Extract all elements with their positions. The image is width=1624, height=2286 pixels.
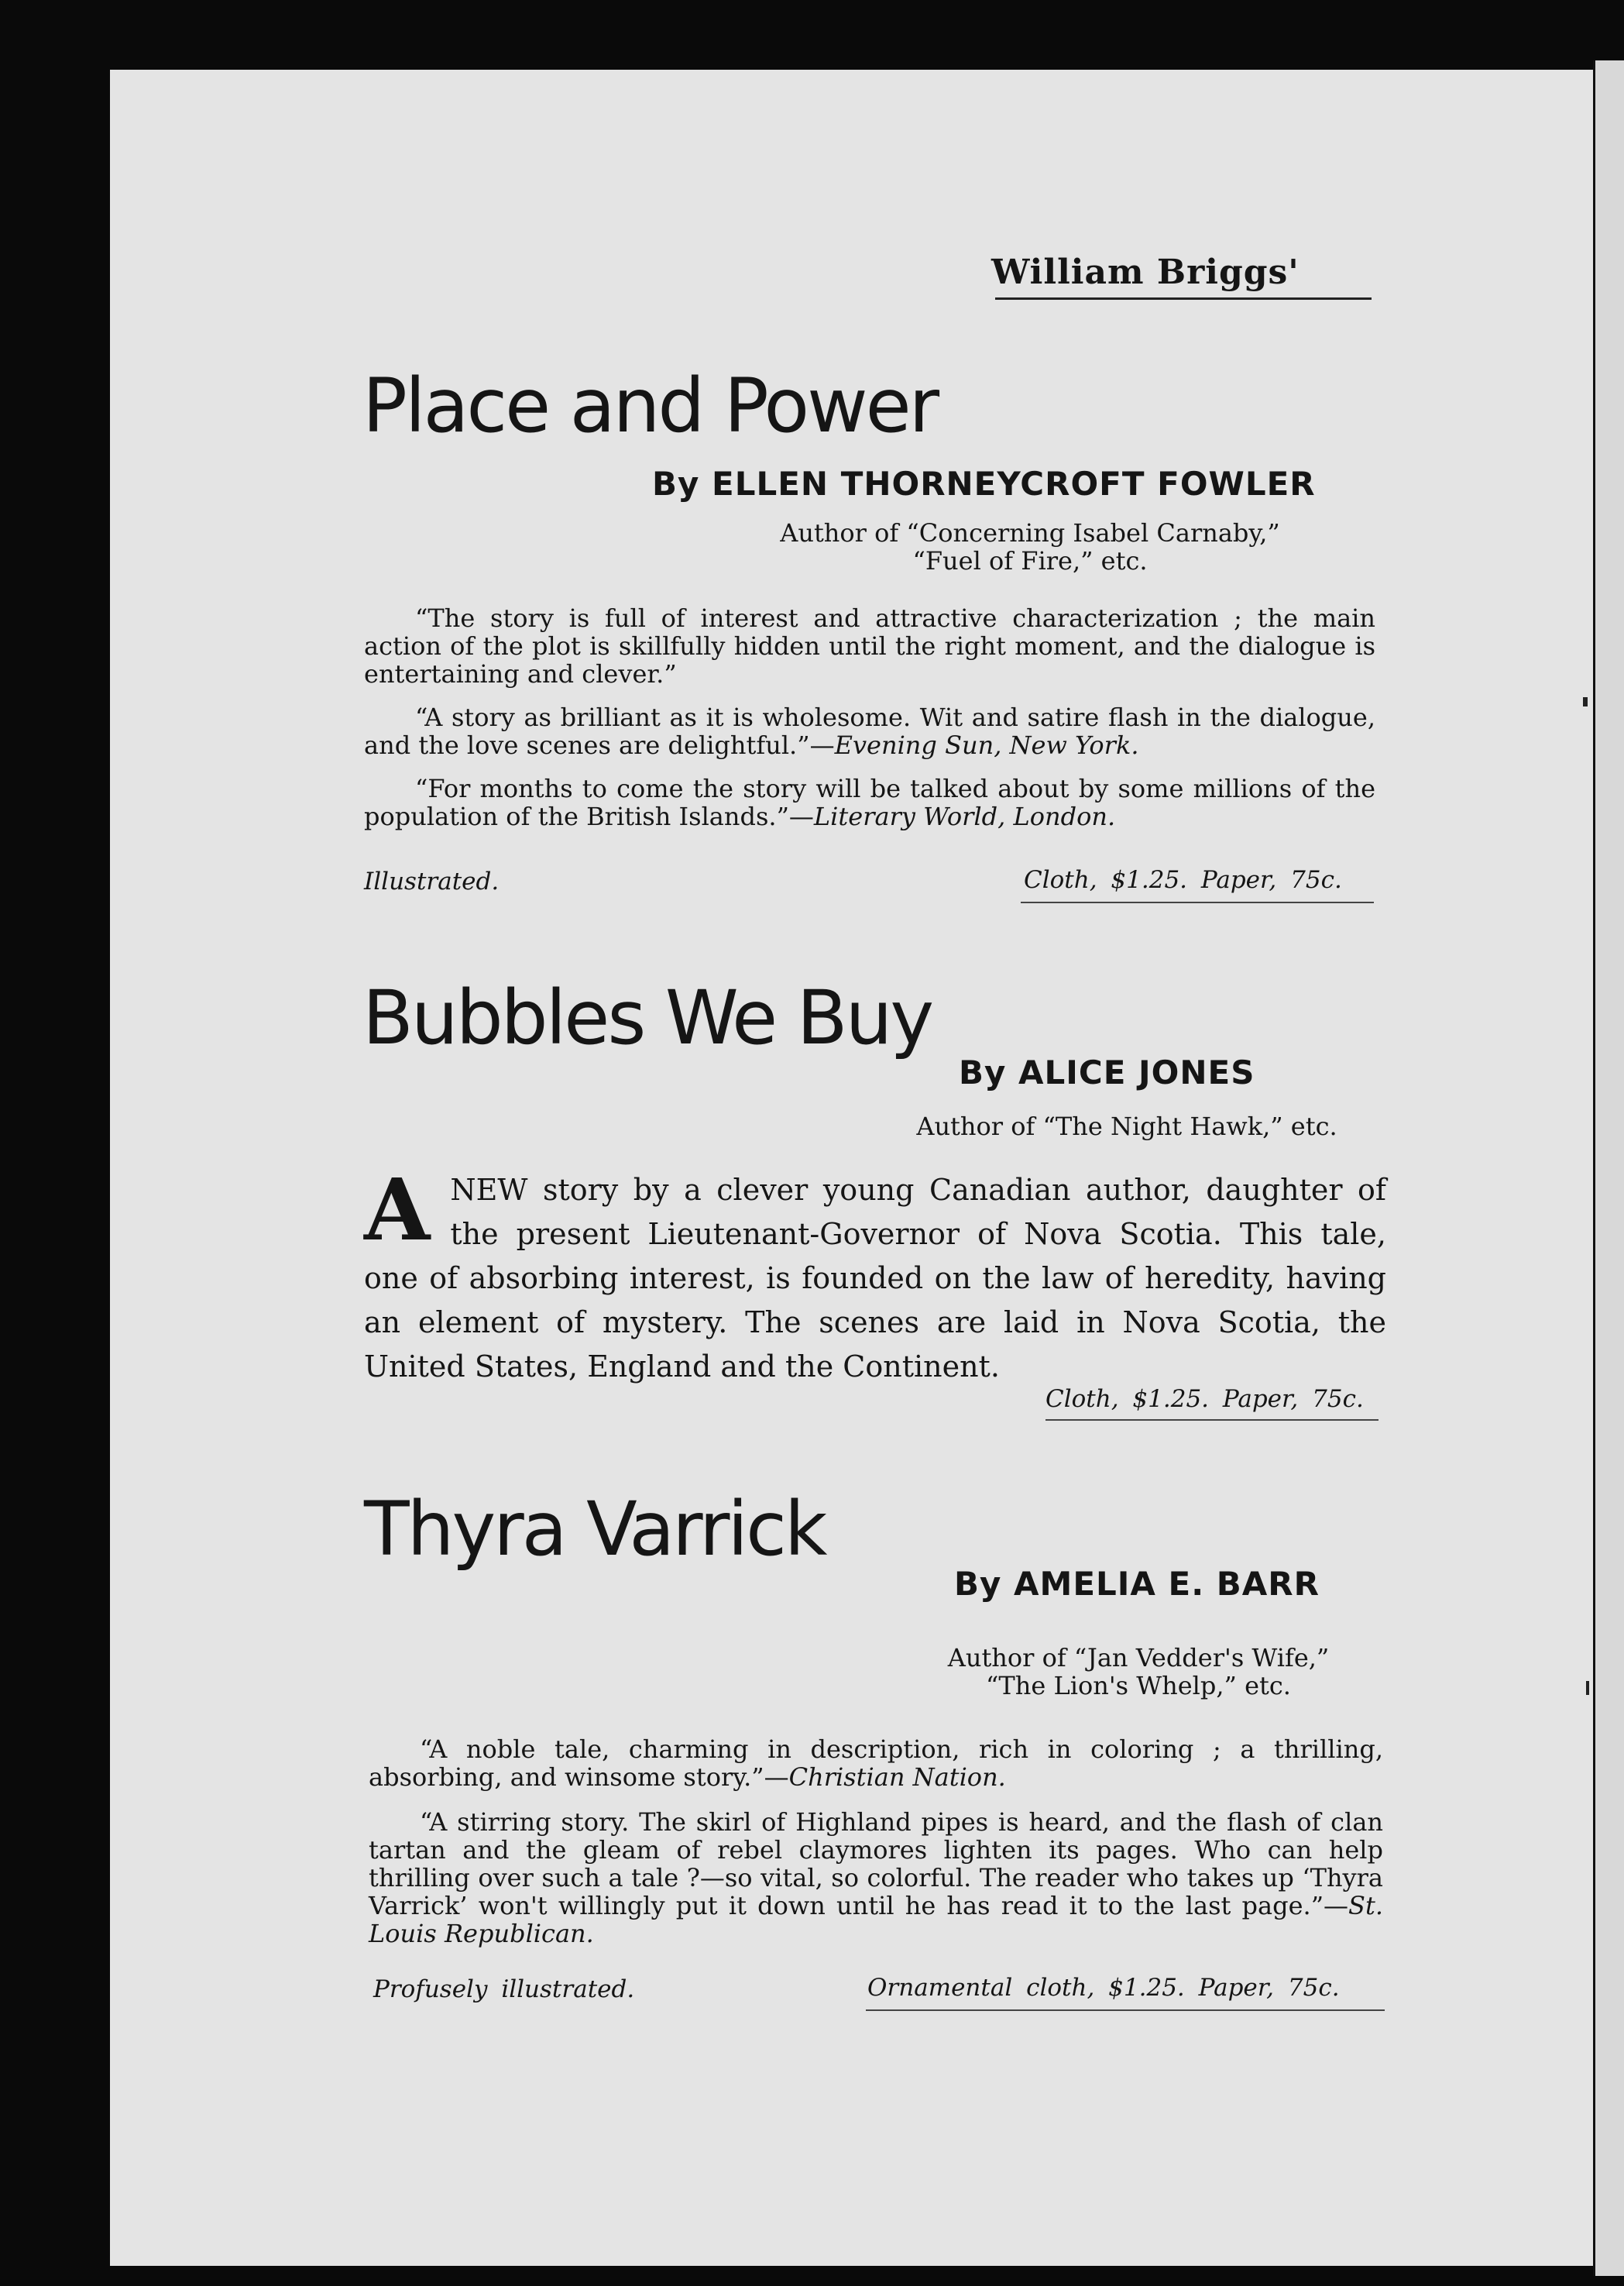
book-title: Place and Power: [362, 363, 938, 449]
margin-mark: [1586, 1681, 1589, 1695]
quote-source: Literary World, London.: [813, 802, 1116, 831]
price-rule: [866, 2009, 1385, 2011]
price-rule: [1021, 902, 1374, 903]
byline: By AMELIA E. BARR: [954, 1565, 1320, 1603]
review-quote: [369, 1808, 1383, 1947]
review-quote: [364, 703, 1375, 759]
quote-text: “For months to come the story will be talked about by some millions of the population of the British Islands.”—: [364, 774, 1375, 831]
edition-note: Profusely illustrated.: [373, 1975, 635, 2003]
quote-block: [364, 604, 1375, 830]
drop-cap: A: [364, 1160, 431, 1260]
review-quote: [369, 1735, 1383, 1791]
description-text: NEW story by a clever young Canadian author, daughter of the present Lieutenant-Governor of Nova Scotia. This tale, one of absorbing interest, is founded on the law of heredity, having an element of mystery. The scenes are laid in Nova Scotia, the United States, England and the Continent.: [364, 1173, 1386, 1384]
quote-source: St. Louis Republican.: [369, 1891, 1383, 1948]
quote-source: Evening Sun, New York.: [834, 730, 1139, 760]
margin-mark: [1583, 697, 1588, 706]
quote-block: [369, 1735, 1383, 1947]
publisher-header: William Briggs': [991, 253, 1300, 292]
byline: By ALICE JONES: [959, 1054, 1255, 1091]
author-of: Author of “Concerning Isabel Carnaby,” “Fuel of Fire,” etc.: [780, 518, 1280, 576]
author-of: Author of “Jan Vedder's Wife,” “The Lion's Whelp,” etc.: [947, 1643, 1330, 1700]
review-quote: [364, 775, 1375, 830]
price: Cloth, $1.25. Paper, 75c.: [1045, 1385, 1364, 1413]
price: Cloth, $1.25. Paper, 75c.: [1024, 866, 1342, 894]
quote-text: “A noble tale, charming in description, rich in coloring ; a thrilling, absorbing, and winsome story.”—: [369, 1734, 1383, 1792]
quote-text: “A story as brilliant as it is wholesome. Wit and satire flash in the dialogue, and the love scenes are delightful.”—: [364, 703, 1375, 760]
price-rule: [1045, 1419, 1379, 1421]
book-title: Bubbles We Buy: [362, 975, 932, 1061]
book-description: [364, 1160, 1386, 1389]
adjacent-page-edge: [1593, 60, 1624, 2276]
book-title: Thyra Varrick: [364, 1486, 826, 1573]
edition-note: Illustrated.: [364, 868, 500, 895]
quote-source: Christian Nation.: [788, 1762, 1006, 1792]
quote-text: “A stirring story. The skirl of Highland pipes is heard, and the flash of clan tartan and the gleam of rebel claymores lighten its pages. Who can help thrilling over such a tale ?—so vital, so colorful. The reader who takes up ‘Thyra Varrick’ won't willingly put it down until he has read it to the last page.”—: [369, 1807, 1383, 1920]
review-quote: “The story is full of interest and attractive characterization ; the main action of the plot is skillfully hidden until the right moment, and the dialogue is entertaining and clever.”: [364, 603, 1375, 689]
byline: By ELLEN THORNEYCROFT FOWLER: [652, 465, 1316, 503]
header-rule: [995, 297, 1372, 300]
author-of: Author of “The Night Hawk,” etc.: [916, 1112, 1337, 1141]
price: Ornamental cloth, $1.25. Paper, 75c.: [867, 1974, 1340, 2002]
